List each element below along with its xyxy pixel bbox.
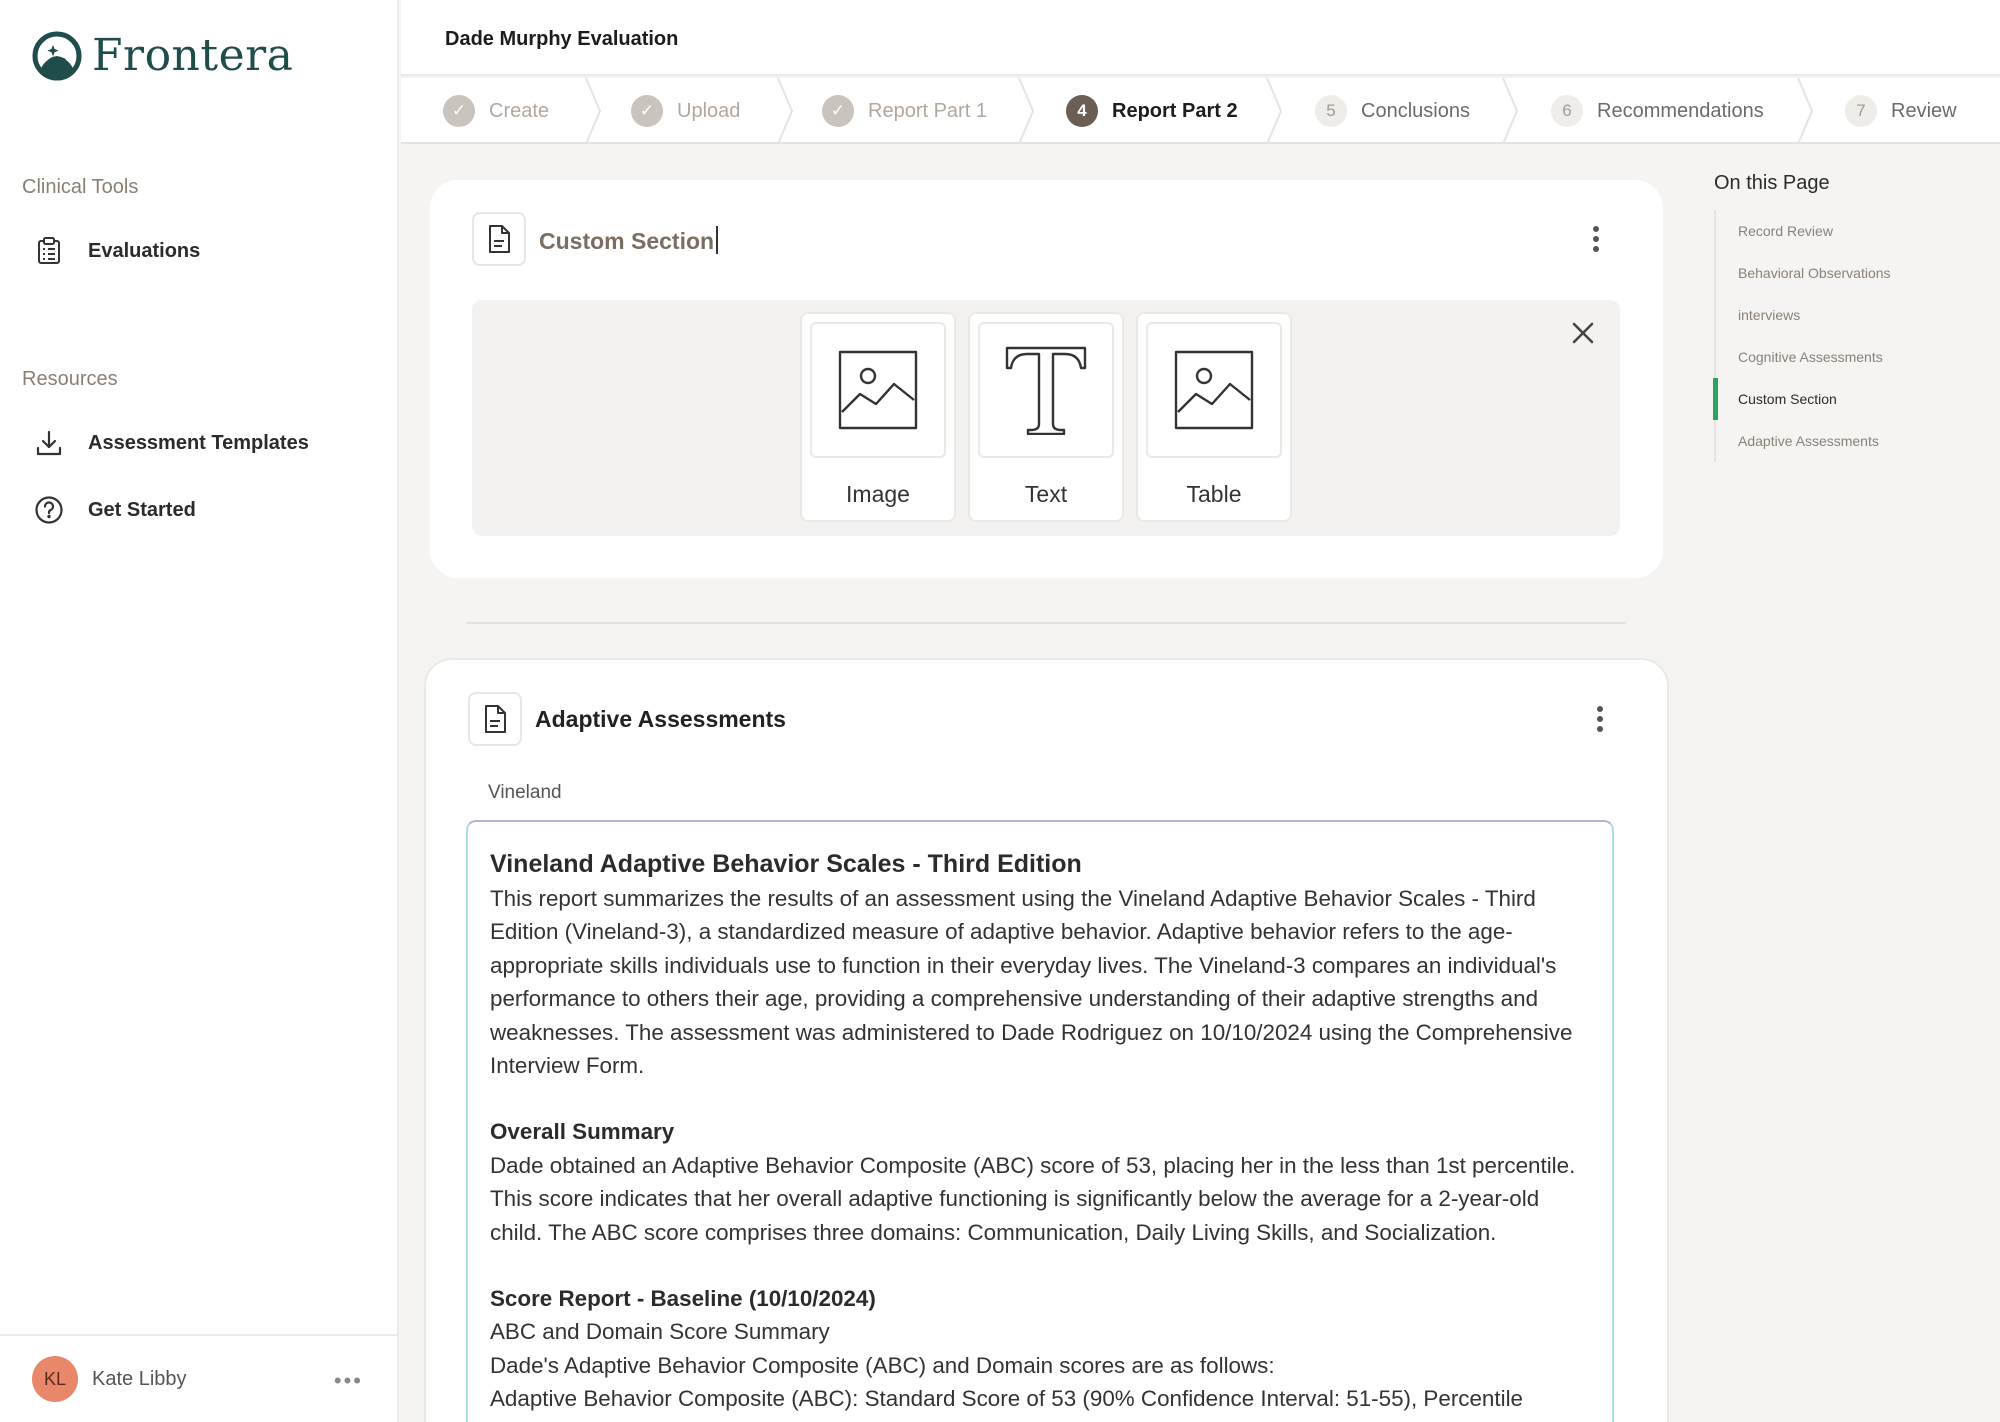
document-icon bbox=[468, 692, 522, 746]
step-review[interactable] bbox=[1845, 78, 1957, 144]
image-icon bbox=[838, 350, 918, 430]
user-profile[interactable] bbox=[0, 1334, 397, 1422]
step-report-part-2[interactable] bbox=[1066, 78, 1238, 144]
sidebar bbox=[0, 0, 399, 1422]
sidebar-item-label: Assessment Templates bbox=[88, 431, 309, 454]
page-title: Dade Murphy Evaluation bbox=[445, 28, 679, 50]
step-number: 5 bbox=[1315, 95, 1347, 127]
step-label: Conclusions bbox=[1361, 99, 1470, 122]
on-this-page-title: On this Page bbox=[1714, 172, 1830, 194]
sidebar-item-label: Evaluations bbox=[88, 239, 201, 262]
toc-item-custom-section[interactable]: Custom Section bbox=[1716, 378, 1974, 420]
sidebar-item-evaluations[interactable] bbox=[34, 236, 200, 266]
toc-item-adaptive-assessments[interactable]: Adaptive Assessments bbox=[1738, 433, 1879, 449]
field-label-vineland: Vineland bbox=[488, 782, 562, 803]
download-icon bbox=[34, 428, 64, 458]
frontera-logo-icon bbox=[32, 31, 82, 81]
sidebar-item-assessment-templates[interactable] bbox=[34, 428, 309, 458]
step-label: Report Part 1 bbox=[868, 99, 987, 122]
top-bar bbox=[401, 0, 2000, 76]
step-label: Create bbox=[489, 99, 550, 122]
toc-item-interviews[interactable]: interviews bbox=[1738, 307, 1801, 323]
tile-label: Image bbox=[846, 481, 910, 507]
image-option[interactable] bbox=[800, 312, 956, 522]
section-title-text: Custom Section bbox=[539, 228, 715, 254]
check-icon: ✓ bbox=[822, 95, 854, 127]
table-option[interactable] bbox=[1136, 312, 1292, 522]
section-divider bbox=[466, 622, 1626, 624]
step-number: 6 bbox=[1551, 95, 1583, 127]
text-icon bbox=[1004, 345, 1088, 435]
toc-item-behavioral-observations[interactable]: Behavioral Observations bbox=[1738, 265, 1891, 281]
user-menu-button[interactable]: ••• bbox=[333, 1368, 363, 1393]
clinical-tools-heading: Clinical Tools bbox=[22, 176, 139, 198]
text-cursor bbox=[716, 226, 718, 254]
tile-label: Table bbox=[1186, 481, 1242, 507]
progress-stepper bbox=[401, 78, 2000, 144]
avatar: KL bbox=[32, 1356, 78, 1402]
resources-heading: Resources bbox=[22, 368, 118, 390]
section-title-input[interactable] bbox=[539, 226, 718, 255]
check-icon: ✓ bbox=[631, 95, 663, 127]
step-number: 7 bbox=[1845, 95, 1877, 127]
step-label: Report Part 2 bbox=[1112, 99, 1238, 122]
step-report-part-1[interactable] bbox=[822, 78, 987, 144]
chevron-right-icon bbox=[1265, 78, 1283, 144]
tile-label: Text bbox=[1024, 481, 1068, 507]
score-subheading: ABC and Domain Score Summary bbox=[490, 1319, 830, 1345]
step-upload[interactable] bbox=[631, 78, 740, 144]
editor-intro: This report summarizes the results of an assessment using the Vineland Adaptive Behavior Scales - Third Edition (Vineland-3), a standardized measure of adaptive behavior. Adaptive behavior refers to the age-appropriate skills individuals use to function in their everyday lives. The Vineland-3 compares an individual's performance to others their age, providing a comprehensive understanding of their adaptive strengths and weaknesses. The assessment was administered to Dade Rodriguez on 10/10/2024 using the Comprehensive Interview Form. bbox=[490, 886, 1573, 1079]
more-options-icon[interactable] bbox=[1595, 706, 1605, 736]
step-recommendations[interactable] bbox=[1551, 78, 1764, 144]
help-circle-icon bbox=[34, 495, 64, 525]
on-this-page-nav bbox=[1714, 210, 1974, 462]
editor-heading: Vineland Adaptive Behavior Scales - Third Edition bbox=[490, 850, 1082, 878]
step-conclusions[interactable] bbox=[1315, 78, 1470, 144]
content-type-picker bbox=[472, 300, 1620, 536]
toc-item-record-review[interactable]: Record Review bbox=[1738, 223, 1833, 239]
clipboard-icon bbox=[34, 236, 64, 266]
chevron-right-icon bbox=[776, 78, 794, 144]
step-number: 4 bbox=[1066, 95, 1098, 127]
step-create[interactable] bbox=[443, 78, 549, 144]
step-label: Recommendations bbox=[1597, 99, 1764, 122]
more-options-icon[interactable] bbox=[1591, 226, 1601, 256]
score-line: Dade's Adaptive Behavior Composite (ABC) and Domain scores are as follows: bbox=[490, 1352, 1275, 1378]
section-title: Adaptive Assessments bbox=[535, 706, 786, 732]
sidebar-item-get-started[interactable] bbox=[34, 495, 196, 525]
close-icon[interactable] bbox=[1568, 318, 1598, 348]
summary-text: Dade obtained an Adaptive Behavior Composite (ABC) score of 53, placing her in the less than 1st percentile. This score indicates that her overall adaptive functioning is significantly below the average for a 2-year-old child. The ABC score comprises three domains: Communication, Daily Living Skills, and Socialization. bbox=[490, 1152, 1576, 1245]
step-label: Upload bbox=[677, 99, 741, 122]
text-option[interactable] bbox=[968, 312, 1124, 522]
check-icon: ✓ bbox=[443, 95, 475, 127]
chevron-right-icon bbox=[584, 78, 602, 144]
logo[interactable] bbox=[32, 30, 293, 81]
document-icon bbox=[472, 212, 526, 266]
user-name: Kate Libby bbox=[92, 1367, 187, 1390]
step-label: Review bbox=[1891, 99, 1957, 122]
chevron-right-icon bbox=[1017, 78, 1035, 144]
score-line-cut: Adaptive Behavior Composite (ABC): Standard Score of 53 (90% Confidence Interval: 51-55), Percentile bbox=[490, 1386, 1523, 1412]
score-heading: Score Report - Baseline (10/10/2024) bbox=[490, 1286, 876, 1312]
summary-heading: Overall Summary bbox=[490, 1119, 675, 1145]
report-text-editor[interactable] bbox=[466, 820, 1614, 1422]
toc-item-cognitive-assessments[interactable]: Cognitive Assessments bbox=[1738, 349, 1883, 365]
chevron-right-icon bbox=[1796, 78, 1814, 144]
chevron-right-icon bbox=[1501, 78, 1519, 144]
sidebar-item-label: Get Started bbox=[88, 498, 196, 521]
app-name: Frontera bbox=[92, 30, 294, 81]
image-icon bbox=[1174, 350, 1254, 430]
